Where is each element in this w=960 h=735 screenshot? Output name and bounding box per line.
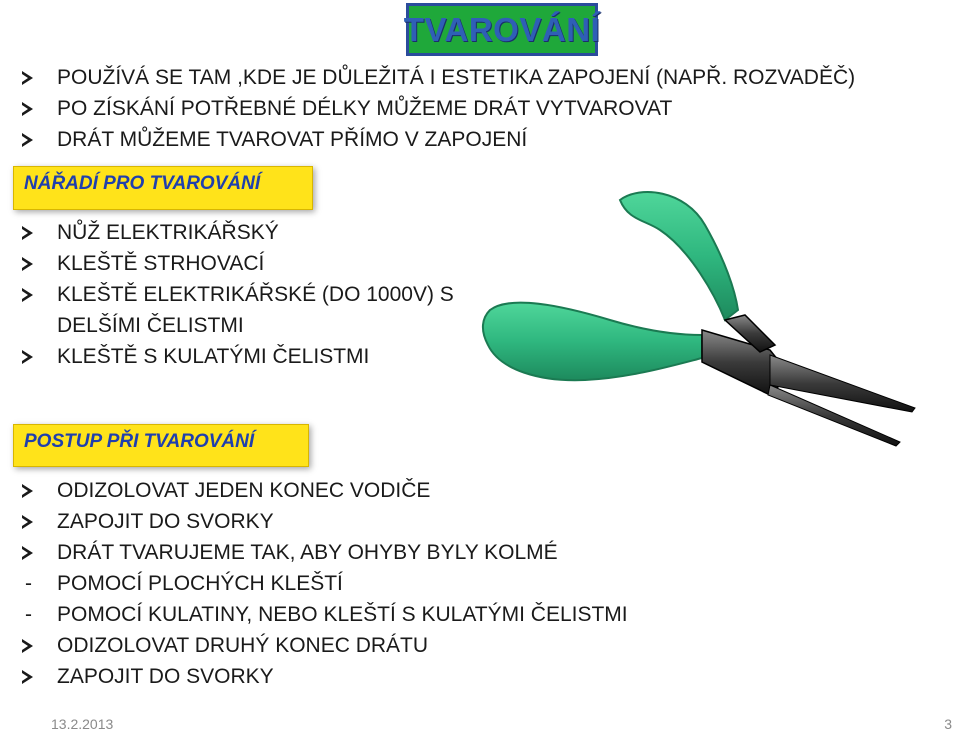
arrow-bullet-icon (22, 670, 33, 684)
arrow-bullet-icon (22, 288, 33, 302)
title-box (403, 3, 601, 56)
list-item: NŮŽ ELEKTRIKÁŘSKÝ (22, 217, 454, 248)
arrow-bullet-icon (22, 350, 33, 364)
arrow-bullet-icon (22, 133, 33, 147)
procedure-heading: POSTUP PŘI TVAROVÁNÍ (24, 431, 255, 452)
list-item: KLEŠTĚ ELEKTRIKÁŘSKÉ (DO 1000V) S (22, 279, 454, 310)
procedure-list (22, 475, 628, 692)
page-number: 3 (944, 716, 952, 732)
list-item: ODIZOLOVAT DRUHÝ KONEC DRÁTU (22, 630, 628, 661)
arrow-bullet-icon (22, 639, 33, 653)
list-item-continuation: DELŠÍMI ČELISTMI (57, 314, 244, 337)
arrow-bullet-icon (22, 484, 33, 498)
list-item: ZAPOJIT DO SVORKY (22, 506, 628, 537)
slide-title: TVAROVÁNÍ (403, 10, 601, 48)
arrow-bullet-icon (22, 226, 33, 240)
intro-list (22, 62, 855, 155)
list-item: PO ZÍSKÁNÍ POTŘEBNÉ DÉLKY MŮŽEME DRÁT VYTVAROVAT (22, 93, 855, 124)
list-item: ODIZOLOVAT JEDEN KONEC VODIČE (22, 475, 628, 506)
list-item: KLEŠTĚ S KULATÝMI ČELISTMI (22, 341, 454, 372)
round-nose-pliers-icon (470, 180, 930, 450)
arrow-bullet-icon (22, 102, 33, 116)
list-item: POUŽÍVÁ SE TAM ,KDE JE DŮLEŽITÁ I ESTETIKA ZAPOJENÍ (NAPŘ. ROZVADĚČ) (22, 62, 855, 93)
tools-heading-box (13, 166, 313, 210)
list-item: KLEŠTĚ STRHOVACÍ (22, 248, 454, 279)
list-item: ZAPOJIT DO SVORKY (22, 661, 628, 692)
arrow-bullet-icon (22, 515, 33, 529)
list-item-dash: - POMOCÍ PLOCHÝCH KLEŠTÍ (22, 568, 628, 599)
dash-bullet-icon: - (25, 572, 32, 595)
tools-list (22, 217, 454, 372)
procedure-heading-box (13, 424, 309, 467)
arrow-bullet-icon (22, 546, 33, 560)
list-item: DRÁT TVARUJEME TAK, ABY OHYBY BYLY KOLMÉ (22, 537, 628, 568)
arrow-bullet-icon (22, 257, 33, 271)
list-item-dash: - POMOCÍ KULATINY, NEBO KLEŠTÍ S KULATÝMI ČELISTMI (22, 599, 628, 630)
arrow-bullet-icon (22, 71, 33, 85)
footer-date: 13.2.2013 (51, 716, 114, 732)
list-item: DRÁT MŮŽEME TVAROVAT PŘÍMO V ZAPOJENÍ (22, 124, 855, 155)
dash-bullet-icon: - (25, 603, 32, 626)
tools-heading: NÁŘADÍ PRO TVAROVÁNÍ (24, 173, 261, 194)
